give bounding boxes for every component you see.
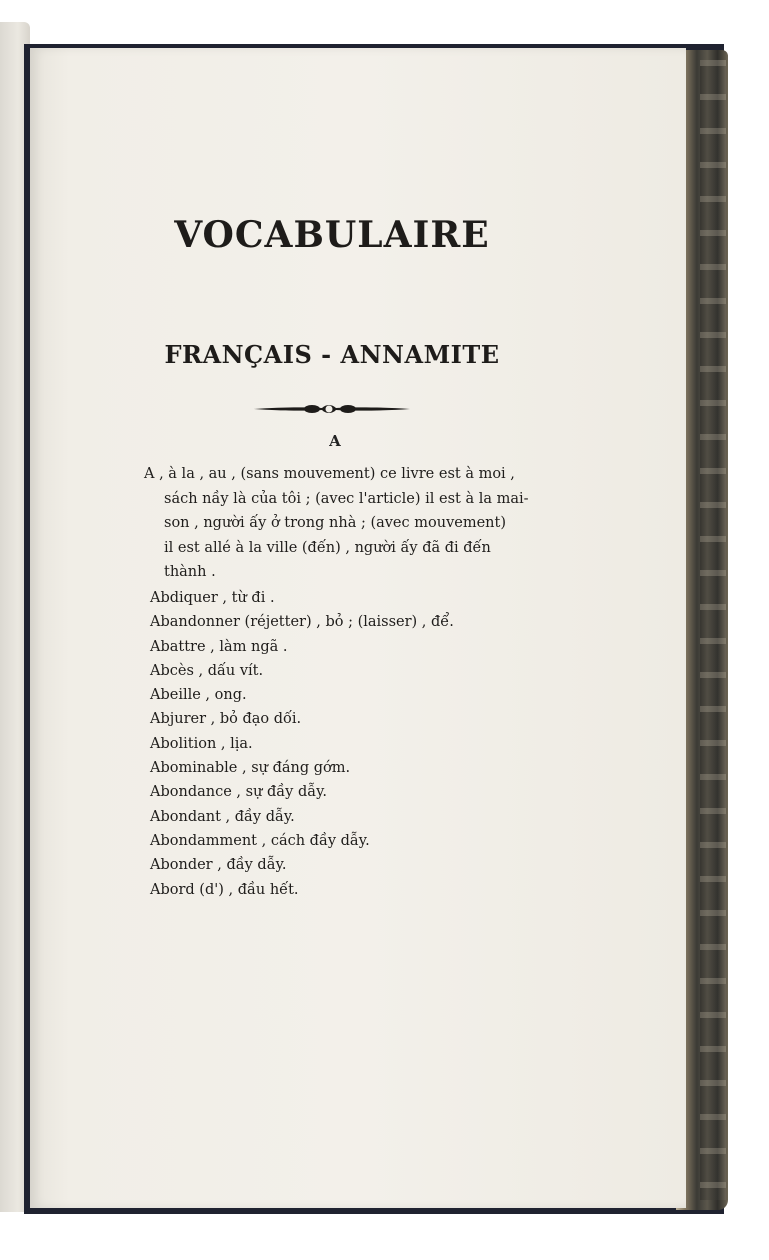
- vocabulary-entry: [150, 829, 570, 853]
- french-word: Abandonner (réjetter) ,: [150, 614, 321, 631]
- vocabulary-entry: [150, 780, 570, 804]
- annamite-translation: bỏ đạo dối.: [219, 711, 302, 728]
- french-word: Abondance ,: [150, 784, 242, 801]
- french-word: Abondamment ,: [150, 832, 267, 849]
- page-subtitle: FRANÇAIS - ANNAMITE: [164, 340, 500, 369]
- intro-line: son , người ấy ở trong nhà ; (avec mouvement): [164, 515, 506, 531]
- annamite-translation: cách đầy dẫy.: [270, 832, 370, 849]
- vocabulary-entry: [150, 683, 570, 707]
- annamite-translation: từ đi .: [231, 590, 275, 606]
- annamite-translation: dấu vít.: [207, 662, 264, 679]
- french-word: Abord (d') ,: [150, 881, 234, 898]
- annamite-translation: ong.: [214, 687, 247, 704]
- intro-line: sách nầy là của tôi ; (avec l'article) il est à la mai-: [164, 490, 529, 507]
- annamite-translation: lịa.: [230, 735, 253, 752]
- annamite-translation: làm ngã .: [219, 638, 288, 655]
- french-word: Abjurer ,: [150, 711, 216, 728]
- vocabulary-list: [150, 586, 570, 902]
- annamite-translation: đầy dẫy.: [226, 857, 287, 874]
- vocabulary-entry: [150, 805, 570, 829]
- french-word: Abominable ,: [150, 760, 247, 777]
- vocabulary-entry: [150, 878, 570, 902]
- ornament-divider-icon: [252, 398, 412, 420]
- vocabulary-entry: [150, 707, 570, 731]
- section-letter: A: [329, 432, 341, 450]
- vocabulary-entry: [150, 610, 570, 634]
- page-title: VOCABULAIRE: [174, 214, 490, 256]
- annamite-translation: đầu hết.: [237, 881, 299, 898]
- intro-entry: [144, 462, 554, 585]
- vocabulary-entry: [150, 732, 570, 756]
- vocabulary-entry: [150, 756, 570, 780]
- vocabulary-entry: [150, 586, 570, 610]
- spine-wear-texture: [700, 60, 726, 1200]
- french-word: Abonder ,: [150, 857, 222, 874]
- intro-line: thành .: [164, 564, 216, 580]
- vocabulary-entry: [150, 635, 570, 659]
- annamite-translation: sự đầy dẫy.: [245, 784, 328, 801]
- book-page: [30, 48, 686, 1208]
- french-word: Abattre ,: [150, 638, 215, 655]
- french-word: Abdiquer ,: [150, 590, 228, 606]
- vocabulary-entry: [150, 659, 570, 683]
- french-word: Abolition ,: [150, 735, 226, 752]
- annamite-translation: đầy dẫy.: [234, 808, 295, 825]
- annamite-translation: sự đáng gớm.: [251, 760, 351, 777]
- intro-first-line: A , à la , au , (sans mouvement) ce livre est à moi ,: [144, 466, 515, 482]
- french-word: Abeille ,: [150, 687, 211, 704]
- vocabulary-entry: [150, 853, 570, 877]
- annamite-translation: bỏ ; (laisser) , để.: [325, 614, 454, 631]
- french-word: Abcès ,: [150, 662, 204, 679]
- intro-line: il est allé à la ville (đến) , người ấy đã đi đến: [164, 539, 491, 556]
- french-word: Abondant ,: [150, 808, 231, 825]
